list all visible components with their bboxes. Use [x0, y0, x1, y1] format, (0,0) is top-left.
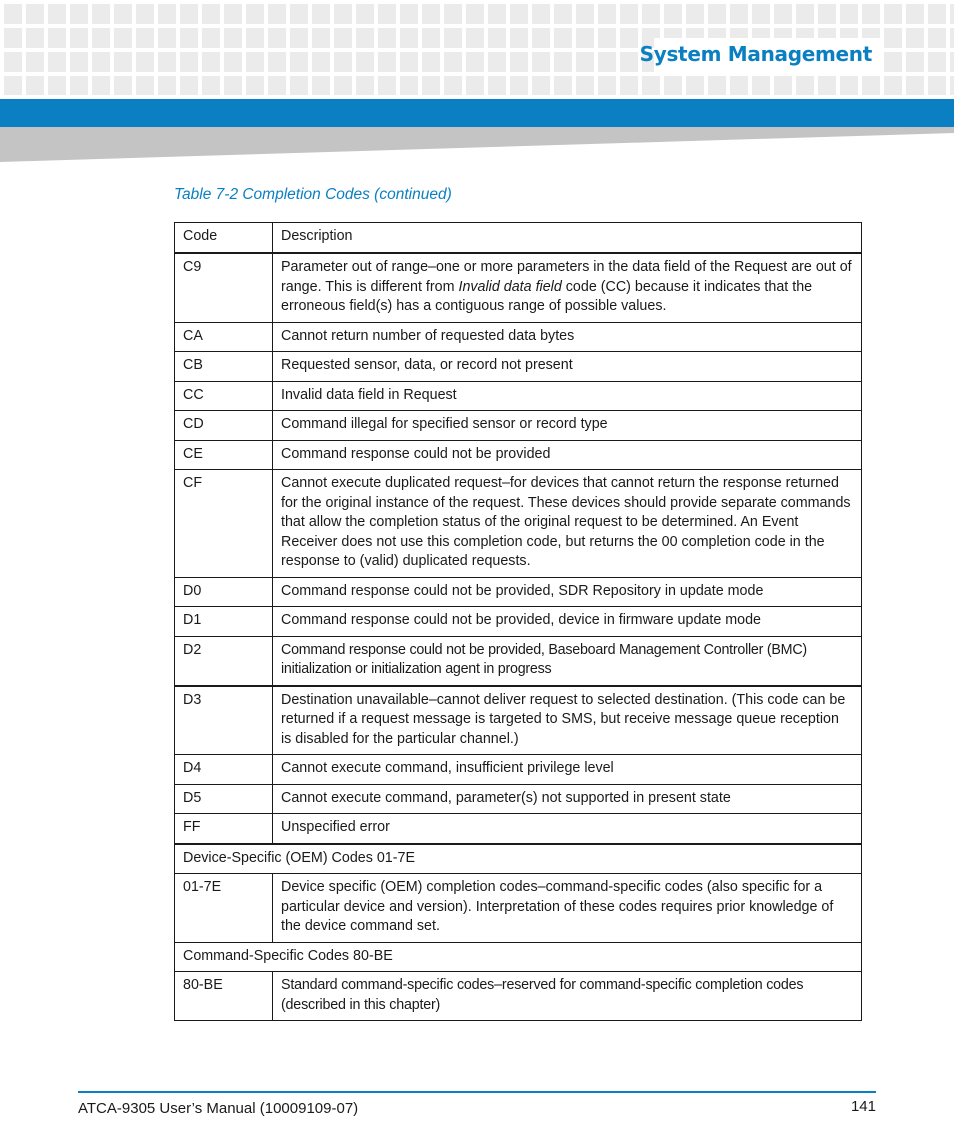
code-cell: CD — [175, 411, 273, 441]
section-row-oem — [175, 844, 862, 874]
code-cell: 01-7E — [175, 874, 273, 943]
code-cell: 80-BE — [175, 972, 273, 1021]
table-row — [175, 381, 862, 411]
table-row — [175, 874, 862, 943]
table-row — [175, 814, 862, 844]
code-cell: D0 — [175, 577, 273, 607]
footer-manual-title: ATCA-9305 User’s Manual (10009109-07) — [78, 1100, 359, 1117]
table-row — [175, 411, 862, 441]
table-row — [175, 352, 862, 382]
section-label: Command-Specific Codes 80-BE — [175, 942, 862, 972]
description-cell: Destination unavailable–cannot deliver request to selected destination. (This code can be returned if a request message is targeted to SMS, but receive message queue reception is disabled for the particular channel.) — [273, 686, 862, 755]
column-header-code: Code — [175, 223, 273, 254]
table-header-row — [175, 223, 862, 254]
table-row — [175, 636, 862, 686]
section-row-command-specific — [175, 942, 862, 972]
table-row — [175, 972, 862, 1021]
code-cell: CF — [175, 470, 273, 578]
description-cell: Invalid data field in Request — [273, 381, 862, 411]
section-label: Device-Specific (OEM) Codes 01-7E — [175, 844, 862, 874]
description-text: code (CC) because it indicates that the erroneous field(s) has a contiguous range of possible values. — [281, 278, 813, 314]
header-swoosh — [0, 127, 954, 164]
table-row — [175, 577, 862, 607]
completion-codes-table — [174, 222, 862, 1021]
description-cell: Command response could not be provided — [273, 440, 862, 470]
table-row — [175, 686, 862, 755]
table-row — [175, 755, 862, 785]
code-cell: D4 — [175, 755, 273, 785]
description-cell: Command illegal for specified sensor or record type — [273, 411, 862, 441]
page-number: 141 — [850, 1098, 876, 1115]
code-cell: C9 — [175, 253, 273, 322]
code-cell: CC — [175, 381, 273, 411]
description-cell: Cannot execute command, insufficient privilege level — [273, 755, 862, 785]
description-cell: Cannot return number of requested data bytes — [273, 322, 862, 352]
footer-rule — [78, 1091, 876, 1093]
code-cell: D2 — [175, 636, 273, 686]
code-cell: D5 — [175, 784, 273, 814]
column-header-description: Description — [273, 223, 862, 254]
description-cell: Device specific (OEM) completion codes–command-specific codes (also specific for a particular device and version). Interpretation of these codes requires prior knowledge of the device command set. — [273, 874, 862, 943]
description-cell: Cannot execute command, parameter(s) not supported in present state — [273, 784, 862, 814]
description-cell: Requested sensor, data, or record not present — [273, 352, 862, 382]
table-row — [175, 322, 862, 352]
header-blue-bar — [0, 99, 954, 127]
description-text: Parameter out of range–one or more parameters in the data field of the Request are out of range. This is different from — [281, 259, 852, 295]
table-row — [175, 470, 862, 578]
table-row — [175, 784, 862, 814]
description-emphasis: Invalid data field — [458, 278, 562, 295]
description-cell: Command response could not be provided, Baseboard Management Controller (BMC) initialization or initialization agent in progress — [273, 636, 862, 686]
code-cell: CB — [175, 352, 273, 382]
description-cell: Command response could not be provided, device in firmware update mode — [273, 607, 862, 637]
description-cell: Standard command-specific codes–reserved for command-specific completion codes (described in this chapter) — [273, 972, 862, 1021]
table-caption: Table 7-2 Completion Codes (continued) — [174, 186, 452, 203]
table-row — [175, 440, 862, 470]
table-row — [175, 607, 862, 637]
description-cell — [273, 253, 862, 322]
code-cell: CA — [175, 322, 273, 352]
code-cell: CE — [175, 440, 273, 470]
description-cell: Cannot execute duplicated request–for devices that cannot return the response returned for the original instance of the request. These devices should provide separate commands that allow the completion status of the original request to be determined. An Event Receiver does not use this completion code, but returns the 00 completion code in the response to (valid) duplicated requests. — [273, 470, 862, 578]
description-cell: Command response could not be provided, SDR Repository in update mode — [273, 577, 862, 607]
description-cell: Unspecified error — [273, 814, 862, 844]
code-cell: D3 — [175, 686, 273, 755]
code-cell: D1 — [175, 607, 273, 637]
section-title: System Management — [639, 42, 872, 66]
code-cell: FF — [175, 814, 273, 844]
table-row — [175, 253, 862, 322]
